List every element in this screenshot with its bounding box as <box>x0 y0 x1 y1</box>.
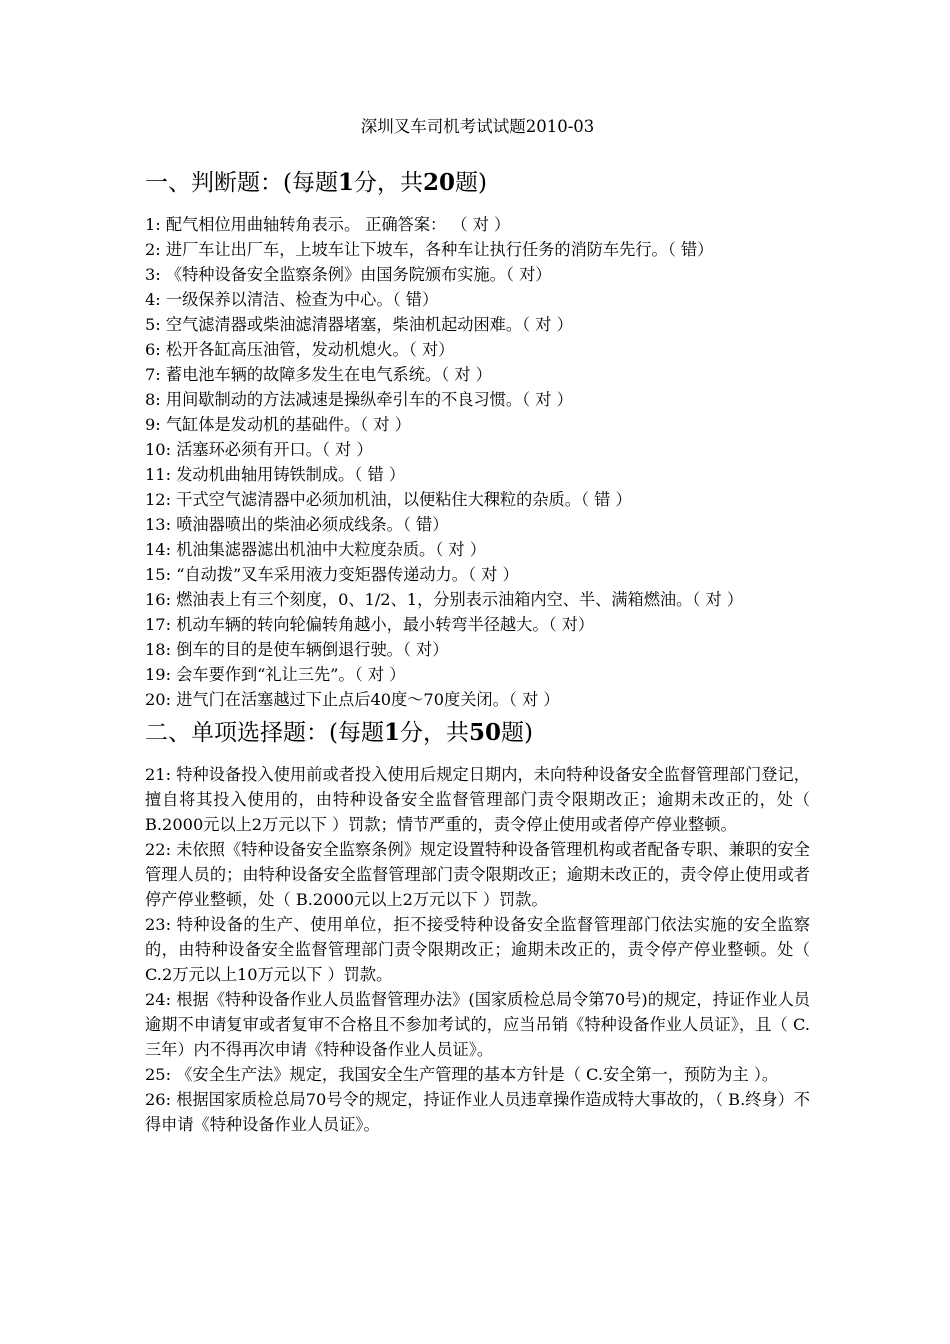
heading-suffix: 题) <box>455 170 487 196</box>
section-heading-true-false <box>145 168 487 198</box>
heading-count: 20 <box>423 169 456 196</box>
question-item: 13: 喷油器喷出的柴油必须成线条。（ 错） <box>145 515 449 534</box>
question-item: 7: 蓄电池车辆的故障多发生在电气系统。（ 对 ） <box>145 365 492 384</box>
question-item: 1: 配气相位用曲轴转角表示。 正确答案： （ 对 ） <box>145 215 511 234</box>
single-choice-question-list <box>145 762 810 1137</box>
question-item: 17: 机动车辆的转向轮偏转角越小，最小转弯半径越大。（ 对） <box>145 615 595 634</box>
document-title: 深圳叉车司机考试试题2010-03 <box>360 117 595 136</box>
true-false-question-list <box>145 212 810 712</box>
question-item: 15: “自动拨”叉车采用液力变矩器传递动力。（ 对 ） <box>145 565 519 584</box>
question-item: 21: 特种设备投入使用前或者投入使用后规定日期内，未向特种设备安全监督管理部门登记，擅自将其投入使用的，由特种设备安全监督管理部门责令限期改正；逾期未改正的，处（ B.2000元以上2万元以下 ）罚款；情节严重的，责令停止使用或者停产停业整顿。 <box>145 765 810 834</box>
question-item: 19: 会车要作到“礼让三先”。（ 对 ） <box>145 665 406 684</box>
question-item: 5: 空气滤清器或柴油滤清器堵塞，柴油机起动困难。（ 对 ） <box>145 315 573 334</box>
heading-suffix: 题) <box>501 720 533 746</box>
question-item: 20: 进气门在活塞越过下止点后40度～70度关闭。（ 对 ） <box>145 690 560 709</box>
heading-prefix: 一、判断题：(每题 <box>145 170 338 196</box>
question-item: 11: 发动机曲轴用铸铁制成。（ 错 ） <box>145 465 406 484</box>
question-item: 4: 一级保养以清洁、检查为中心。（ 错） <box>145 290 439 309</box>
question-item: 24: 根据《特种设备作业人员监督管理办法》(国家质检总局令第70号)的规定，持证作业人员逾期不申请复审或者复审不合格且不参加考试的，应当吊销《特种设备作业人员证》，且（ C.三年）内不得再次申请《特种设备作业人员证》。 <box>145 990 810 1059</box>
question-item: 18: 倒车的目的是使车辆倒退行驶。（ 对） <box>145 640 449 659</box>
question-item: 14: 机油集滤器滤出机油中大粒度杂质。（ 对 ） <box>145 540 486 559</box>
heading-points: 1 <box>383 719 400 746</box>
question-item: 22: 未依照《特种设备安全监察条例》规定设置特种设备管理机构或者配备专职、兼职的安全管理人员的；由特种设备安全监督管理部门责令限期改正；逾期未改正的，责令停止使用或者停产停业整顿，处（ B.2000元以上2万元以下 ）罚款。 <box>145 840 810 909</box>
heading-points: 1 <box>337 169 354 196</box>
question-item: 9: 气缸体是发动机的基础件。（ 对 ） <box>145 415 411 434</box>
heading-prefix: 二、单项选择题：(每题 <box>145 720 384 746</box>
question-item: 10: 活塞环必须有开口。（ 对 ） <box>145 440 373 459</box>
section-heading-single-choice <box>145 718 533 748</box>
heading-count: 50 <box>469 719 502 746</box>
heading-middle: 分，共 <box>400 720 469 746</box>
question-item: 3: 《特种设备安全监察条例》由国务院颁布实施。（ 对） <box>145 265 552 284</box>
question-item: 26: 根据国家质检总局70号令的规定，持证作业人员违章操作造成特大事故的，（ B.终身）不得申请《特种设备作业人员证》。 <box>145 1090 810 1134</box>
heading-middle: 分，共 <box>354 170 423 196</box>
question-item: 25: 《安全生产法》规定，我国安全生产管理的基本方针是（ C.安全第一，预防为主 ）。 <box>145 1065 779 1084</box>
question-item: 8: 用间歇制动的方法减速是操纵牵引车的不良习惯。（ 对 ） <box>145 390 573 409</box>
question-item: 23: 特种设备的生产、使用单位，拒不接受特种设备安全监督管理部门依法实施的安全监察的，由特种设备安全监督管理部门责令限期改正；逾期未改正的，责令停产停业整顿。处（ C.2万元以上10万元以下 ）罚款。 <box>145 915 810 984</box>
question-item: 12: 干式空气滤清器中必须加机油，以便粘住大稞粒的杂质。（ 错 ） <box>145 490 632 509</box>
question-item: 16: 燃油表上有三个刻度，0、1/2、1，分别表示油箱内空、半、满箱燃油。（ 对 ） <box>145 590 744 609</box>
question-item: 6: 松开各缸高压油管，发动机熄火。（ 对） <box>145 340 455 359</box>
question-item: 2: 进厂车让出厂车，上坡车让下坡车，各种车让执行任务的消防车先行。（ 错） <box>145 240 714 259</box>
